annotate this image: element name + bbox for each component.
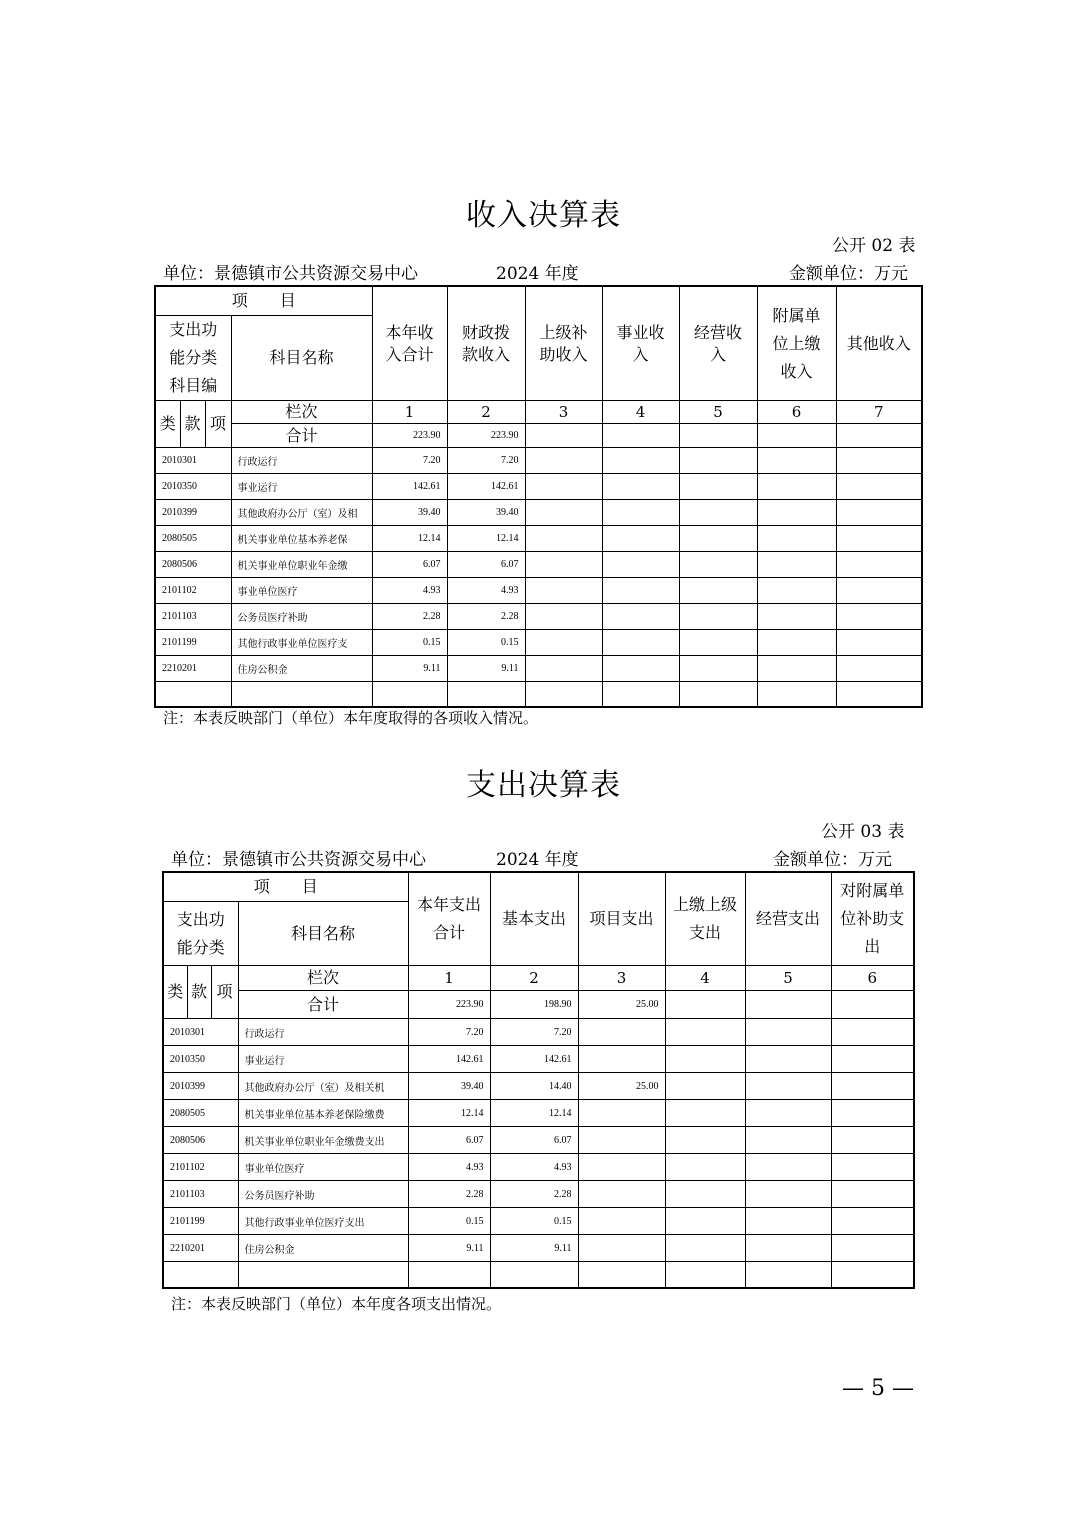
expense-row-value-3: 25.00 xyxy=(578,1073,665,1100)
page-number: — 5 — xyxy=(842,1376,914,1401)
expense-row-value-3 xyxy=(578,1127,665,1154)
expense-colnum-1: 1 xyxy=(408,966,490,991)
expense-title: 支出决算表 xyxy=(466,768,621,803)
expense-row-code: 2010399 xyxy=(163,1073,238,1100)
expense-table-row xyxy=(163,1100,914,1127)
income-row-name: 住房公积金 xyxy=(231,656,372,682)
income-row-value-2: 142.61 xyxy=(447,474,525,500)
expense-table-row xyxy=(163,1019,914,1046)
expense-row-value-2: 9.11 xyxy=(490,1235,578,1262)
expense-lanci-label: 栏次 xyxy=(238,966,408,991)
expense-row-value-2: 2.28 xyxy=(490,1181,578,1208)
income-row-code: 2101102 xyxy=(155,578,231,604)
income-col3-header: 上级补助收入 xyxy=(525,286,602,401)
expense-row-code: 2210201 xyxy=(163,1235,238,1262)
expense-item-header: 项 目 xyxy=(163,872,408,902)
income-row-value-1: 9.11 xyxy=(372,656,447,682)
income-row-code: 2010301 xyxy=(155,448,231,474)
expense-row-value-1: 9.11 xyxy=(408,1235,490,1262)
income-row-name: 其他行政事业单位医疗支 xyxy=(231,630,372,656)
expense-row-value-3 xyxy=(578,1181,665,1208)
expense-row-value-3 xyxy=(578,1154,665,1181)
expense-row-value-2: 14.40 xyxy=(490,1073,578,1100)
expense-row-name: 住房公积金 xyxy=(238,1235,408,1262)
expense-heji-label: 合计 xyxy=(238,991,408,1019)
expense-row-name: 行政运行 xyxy=(238,1019,408,1046)
income-col5-header: 经营收入 xyxy=(679,286,757,401)
income-row-code: 2080506 xyxy=(155,552,231,578)
expense-unit: 单位：景德镇市公共资源交易中心 xyxy=(171,850,426,870)
income-row-value-2: 0.15 xyxy=(447,630,525,656)
expense-row-code: 2080505 xyxy=(163,1100,238,1127)
expense-row-name: 事业运行 xyxy=(238,1046,408,1073)
income-lei-header: 类 xyxy=(155,401,180,448)
income-total-2: 223.90 xyxy=(447,424,525,448)
income-colnum-3: 3 xyxy=(525,401,602,424)
income-form-no: 公开 02 表 xyxy=(832,236,916,256)
income-currency: 金额单位：万元 xyxy=(789,264,908,284)
expense-blank-row xyxy=(163,1262,914,1288)
expense-row-name: 事业单位医疗 xyxy=(238,1154,408,1181)
expense-subject-name-header: 科目名称 xyxy=(238,902,408,966)
expense-row-name: 机关事业单位基本养老保险缴费 xyxy=(238,1100,408,1127)
expense-row-code: 2010350 xyxy=(163,1046,238,1073)
income-colnum-2: 2 xyxy=(447,401,525,424)
expense-row-value-2: 142.61 xyxy=(490,1046,578,1073)
expense-row-value-1: 4.93 xyxy=(408,1154,490,1181)
expense-row-name: 机关事业单位职业年金缴费支出 xyxy=(238,1127,408,1154)
expense-func-class-header: 支出功能分类 xyxy=(163,902,238,966)
income-kuan-header: 款 xyxy=(180,401,205,448)
expense-kuan-header: 款 xyxy=(187,966,211,1019)
income-table-row xyxy=(155,526,922,552)
income-blank-row xyxy=(155,682,922,707)
expense-row-code: 2101199 xyxy=(163,1208,238,1235)
income-table-row xyxy=(155,656,922,682)
income-col2-header: 财政拨款收入 xyxy=(447,286,525,401)
expense-col2-header: 基本支出 xyxy=(490,872,578,966)
income-table-row xyxy=(155,578,922,604)
income-row-name: 公务员医疗补助 xyxy=(231,604,372,630)
expense-table-row xyxy=(163,1235,914,1262)
expense-row-value-2: 7.20 xyxy=(490,1019,578,1046)
income-xiang-header: 项 xyxy=(205,401,231,448)
expense-row-value-3 xyxy=(578,1235,665,1262)
income-lanci-label: 栏次 xyxy=(231,401,372,424)
income-row-value-1: 12.14 xyxy=(372,526,447,552)
expense-col4-header: 上缴上级支出 xyxy=(665,872,745,966)
income-table-row xyxy=(155,630,922,656)
income-item-header: 项 目 xyxy=(155,286,372,316)
expense-row-value-1: 142.61 xyxy=(408,1046,490,1073)
expense-row-value-1: 7.20 xyxy=(408,1019,490,1046)
expense-row-value-1: 2.28 xyxy=(408,1181,490,1208)
income-row-value-2: 9.11 xyxy=(447,656,525,682)
income-table-row xyxy=(155,474,922,500)
expense-row-value-2: 12.14 xyxy=(490,1100,578,1127)
expense-row-value-1: 39.40 xyxy=(408,1073,490,1100)
income-func-class-header: 支出功能分类科目编 xyxy=(155,316,231,401)
income-table-row xyxy=(155,604,922,630)
income-row-value-2: 2.28 xyxy=(447,604,525,630)
expense-total-1: 223.90 xyxy=(408,991,490,1019)
income-table-row xyxy=(155,448,922,474)
income-colnum-6: 6 xyxy=(757,401,836,424)
expense-table-row xyxy=(163,1127,914,1154)
expense-row-value-2: 0.15 xyxy=(490,1208,578,1235)
expense-row-name: 其他行政事业单位医疗支出 xyxy=(238,1208,408,1235)
income-row-code: 2080505 xyxy=(155,526,231,552)
income-row-name: 事业运行 xyxy=(231,474,372,500)
expense-colnum-4: 4 xyxy=(665,966,745,991)
expense-row-code: 2101103 xyxy=(163,1181,238,1208)
expense-row-value-3 xyxy=(578,1046,665,1073)
income-subject-name-header: 科目名称 xyxy=(231,316,372,401)
expense-col6-header: 对附属单位补助支出 xyxy=(831,872,914,966)
income-col6-header: 附属单位上缴收入 xyxy=(757,286,836,401)
income-row-code: 2101199 xyxy=(155,630,231,656)
income-table-row xyxy=(155,500,922,526)
expense-row-value-2: 6.07 xyxy=(490,1127,578,1154)
expense-col5-header: 经营支出 xyxy=(745,872,831,966)
expense-currency: 金额单位：万元 xyxy=(773,850,892,870)
expense-table-row xyxy=(163,1208,914,1235)
income-row-value-2: 12.14 xyxy=(447,526,525,552)
expense-row-value-1: 0.15 xyxy=(408,1208,490,1235)
income-row-code: 2101103 xyxy=(155,604,231,630)
expense-table-row xyxy=(163,1046,914,1073)
expense-colnum-2: 2 xyxy=(490,966,578,991)
expense-table-row xyxy=(163,1073,914,1100)
income-row-value-2: 6.07 xyxy=(447,552,525,578)
income-row-value-1: 39.40 xyxy=(372,500,447,526)
income-colnum-7: 7 xyxy=(836,401,922,424)
income-row-name: 行政运行 xyxy=(231,448,372,474)
expense-table-row xyxy=(163,1154,914,1181)
income-colnum-1: 1 xyxy=(372,401,447,424)
income-row-value-1: 142.61 xyxy=(372,474,447,500)
expense-table xyxy=(162,871,915,1289)
expense-colnum-5: 5 xyxy=(745,966,831,991)
income-colnum-4: 4 xyxy=(602,401,679,424)
expense-row-value-2: 4.93 xyxy=(490,1154,578,1181)
income-col4-header: 事业收入 xyxy=(602,286,679,401)
expense-row-name: 其他政府办公厅（室）及相关机 xyxy=(238,1073,408,1100)
expense-total-2: 198.90 xyxy=(490,991,578,1019)
income-col7-header: 其他收入 xyxy=(836,286,922,401)
income-row-value-1: 4.93 xyxy=(372,578,447,604)
expense-total-3: 25.00 xyxy=(578,991,665,1019)
expense-col1-header: 本年支出合计 xyxy=(408,872,490,966)
income-year: 2024 年度 xyxy=(496,264,579,284)
income-total-1: 223.90 xyxy=(372,424,447,448)
expense-xiang-header: 项 xyxy=(211,966,238,1019)
expense-row-value-3 xyxy=(578,1100,665,1127)
income-row-value-2: 7.20 xyxy=(447,448,525,474)
income-row-value-2: 4.93 xyxy=(447,578,525,604)
expense-colnum-3: 3 xyxy=(578,966,665,991)
expense-row-value-3 xyxy=(578,1208,665,1235)
income-unit: 单位：景德镇市公共资源交易中心 xyxy=(163,264,418,284)
expense-row-value-1: 6.07 xyxy=(408,1127,490,1154)
income-table xyxy=(154,285,923,708)
income-row-code: 2010399 xyxy=(155,500,231,526)
expense-note: 注：本表反映部门（单位）本年度各项支出情况。 xyxy=(171,1295,502,1313)
income-colnum-5: 5 xyxy=(679,401,757,424)
income-row-value-2: 39.40 xyxy=(447,500,525,526)
income-col1-header: 本年收入合计 xyxy=(372,286,447,401)
income-row-value-1: 2.28 xyxy=(372,604,447,630)
income-row-name: 其他政府办公厅（室）及相 xyxy=(231,500,372,526)
expense-row-value-3 xyxy=(578,1019,665,1046)
expense-year: 2024 年度 xyxy=(496,850,579,870)
income-row-name: 机关事业单位职业年金缴 xyxy=(231,552,372,578)
income-row-value-1: 7.20 xyxy=(372,448,447,474)
expense-form-no: 公开 03 表 xyxy=(821,822,905,842)
income-row-code: 2210201 xyxy=(155,656,231,682)
expense-table-row xyxy=(163,1181,914,1208)
income-table-row xyxy=(155,552,922,578)
expense-row-name: 公务员医疗补助 xyxy=(238,1181,408,1208)
income-row-code: 2010350 xyxy=(155,474,231,500)
expense-col3-header: 项目支出 xyxy=(578,872,665,966)
expense-row-code: 2010301 xyxy=(163,1019,238,1046)
income-row-value-1: 0.15 xyxy=(372,630,447,656)
income-title: 收入决算表 xyxy=(466,198,621,233)
income-row-value-1: 6.07 xyxy=(372,552,447,578)
income-row-name: 机关事业单位基本养老保 xyxy=(231,526,372,552)
expense-row-value-1: 12.14 xyxy=(408,1100,490,1127)
income-heji-label: 合计 xyxy=(231,424,372,448)
expense-row-code: 2101102 xyxy=(163,1154,238,1181)
expense-colnum-6: 6 xyxy=(831,966,914,991)
income-row-name: 事业单位医疗 xyxy=(231,578,372,604)
expense-row-code: 2080506 xyxy=(163,1127,238,1154)
income-note: 注：本表反映部门（单位）本年度取得的各项收入情况。 xyxy=(163,709,539,727)
expense-lei-header: 类 xyxy=(163,966,187,1019)
